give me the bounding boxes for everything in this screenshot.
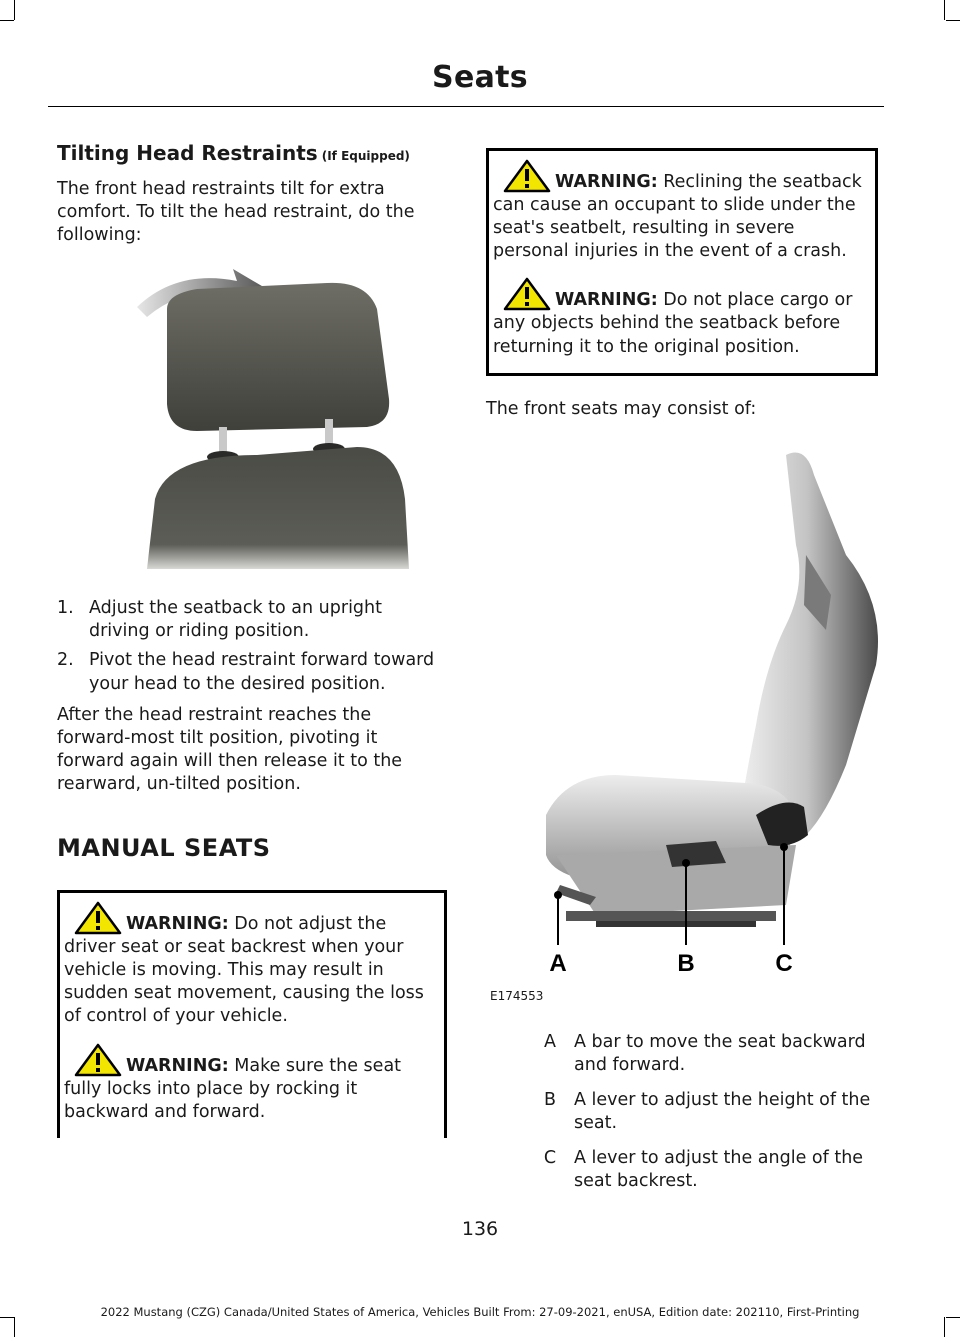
figure-legend	[486, 1031, 878, 1194]
warning-box	[57, 890, 447, 1138]
warning-label: WARNING:	[126, 914, 229, 935]
legend-desc: A lever to adjust the height of the seat.	[574, 1089, 871, 1134]
warning-triangle-icon	[74, 1043, 122, 1077]
left-column	[57, 140, 447, 1138]
seat-illustration	[486, 435, 886, 995]
legend-desc: A lever to adjust the angle of the seat backrest.	[574, 1148, 864, 1192]
legend-key: A	[544, 1031, 556, 1052]
warning-label: WARNING:	[555, 172, 658, 192]
legend-desc: A bar to move the seat backward and forward.	[574, 1031, 866, 1075]
after-paragraph: After the head restraint reaches the forward-most tilt position, pivoting it forward again will then release it to the rearward, un-tilted position.	[57, 704, 403, 794]
warning	[493, 159, 867, 263]
warning-triangle-icon	[503, 159, 551, 193]
page-title: Seats	[432, 60, 528, 95]
heading-text: Tilting Head Restraints	[57, 141, 318, 165]
legend-key: C	[543, 1148, 557, 1169]
warning-text: Reclining the seatback can cause an occupant to slide under the seat's seatbelt, resulting in severe personal injuries in the event of a crash.	[493, 172, 862, 262]
list-item	[57, 597, 447, 643]
warning	[64, 1043, 436, 1124]
crop-mark	[946, 20, 960, 21]
step-text: Adjust the seatback to an upright driving or riding position.	[89, 598, 382, 642]
warning-triangle-icon	[503, 277, 551, 311]
warning-text: Do not place cargo or any objects behind the seatback before returning it to the original position.	[493, 290, 853, 357]
legend-row	[486, 1147, 878, 1193]
step-number: 2.	[57, 650, 74, 671]
warning-text: Make sure the seat fully locks into place by rocking it backward and forward.	[64, 1055, 402, 1122]
legend-key: B	[543, 1089, 556, 1110]
heading-tag: (If Equipped)	[321, 149, 410, 163]
warning-box	[486, 148, 878, 376]
figure-label-a: A	[549, 949, 567, 977]
head-restraint-illustration	[137, 259, 417, 569]
warning	[64, 901, 436, 1028]
crop-mark	[14, 0, 15, 20]
list-item	[57, 649, 447, 695]
right-column	[486, 148, 878, 1205]
warning-label: WARNING:	[555, 290, 658, 311]
crop-mark	[0, 20, 14, 21]
warning-triangle-icon	[74, 901, 122, 935]
figure-label-c: C	[775, 949, 793, 977]
legend-row	[486, 1031, 878, 1077]
crop-mark	[944, 1317, 945, 1337]
crop-mark	[944, 0, 945, 20]
step-text: Pivot the head restraint forward toward your head to the desired position.	[89, 650, 435, 694]
figure-id: E174553	[490, 988, 544, 1003]
legend-row	[486, 1089, 878, 1135]
warning-label: WARNING:	[126, 1055, 229, 1076]
warning	[493, 277, 867, 358]
steps-list	[57, 597, 447, 695]
warning-text: Do not adjust the driver seat or seat backrest when your vehicle is moving. This may result in sudden seat movement, causing the loss of control of your vehicle.	[64, 914, 424, 1027]
crop-mark	[14, 1317, 15, 1337]
intro-paragraph: The front head restraints tilt for extra comfort. To tilt the head restraint, do the following:	[57, 179, 415, 246]
tilting-head-restraints-heading	[57, 140, 447, 166]
figure-label-b: B	[677, 949, 695, 977]
page-footer: 2022 Mustang (CZG) Canada/United States of America, Vehicles Built From: 27-09-2021, enUSA, Edition date: 202110, First-Printing	[100, 1305, 860, 1319]
step-number: 1.	[57, 598, 74, 619]
manual-seats-heading: MANUAL SEATS	[57, 834, 271, 863]
seat-controls-figure	[486, 435, 886, 1003]
page-number: 136	[461, 1218, 499, 1240]
header-rule	[48, 106, 884, 107]
consist-paragraph: The front seats may consist of:	[486, 398, 757, 419]
